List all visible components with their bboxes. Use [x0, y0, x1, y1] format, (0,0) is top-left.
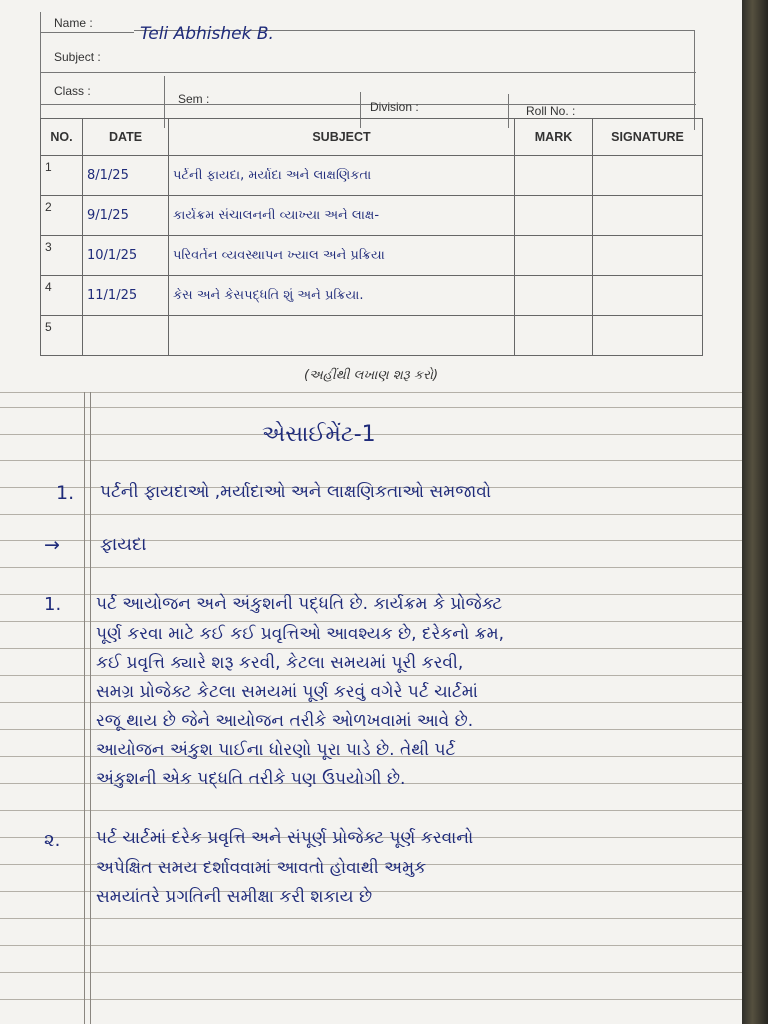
col-header-subject: SUBJECT — [169, 119, 515, 156]
row-signature — [593, 316, 703, 356]
row-subject-text: કાર્યક્રમ સંચાલનની વ્યાખ્યા અને લાક્ષ- — [173, 208, 380, 223]
sem-label: Sem : — [178, 92, 210, 106]
row-mark — [515, 236, 593, 276]
paragraph-line: પૂર્ણ કરવા માટે કઈ કઈ પ્રવૃત્તિઓ આવશ્યક છે, દરેકનો ક્રમ, — [96, 624, 505, 644]
row-no: 5 — [41, 316, 83, 356]
row-no: 2 — [41, 196, 83, 236]
row-date — [83, 196, 169, 236]
student-info-header — [40, 12, 696, 128]
name-value: Teli Abhishek B. — [140, 24, 274, 44]
col-header-mark: MARK — [515, 119, 593, 156]
ruled-line — [0, 460, 742, 461]
divider — [40, 72, 696, 73]
ruled-line — [0, 918, 742, 919]
arrow-icon: → — [44, 534, 60, 556]
row-date — [83, 276, 169, 316]
margin-line — [90, 392, 91, 1024]
class-label: Class : — [54, 84, 91, 98]
row-signature — [593, 156, 703, 196]
paragraph-line: અપેક્ષિત સમય દર્શાવવામાં આવતો હોવાથી અમુક — [96, 858, 427, 878]
division-label: Division : — [370, 100, 419, 114]
ruled-line — [0, 999, 742, 1000]
row-date — [83, 236, 169, 276]
paragraph-line: સમયાંતરે પ્રગતિની સમીક્ષા કરી શકાય છે — [96, 887, 373, 907]
col-header-date: DATE — [83, 119, 169, 156]
table-row — [41, 276, 703, 316]
row-subject — [169, 236, 515, 276]
ruled-line — [0, 945, 742, 946]
row-date-text: 11/1/25 — [87, 288, 138, 303]
ruled-line — [0, 392, 742, 393]
ruled-line — [0, 567, 742, 568]
divider — [694, 30, 695, 130]
paragraph-line: પર્ટ ચાર્ટમાં દરેક પ્રવૃત્તિ અને સંપૂર્ણ પ્રોજેક્ટ પૂર્ણ કરવાનો — [96, 828, 474, 848]
row-subject-text: કેસ અને કેસપદ્ધતિ શું અને પ્રક્રિયા. — [173, 288, 364, 303]
paragraph-line: આયોજન અંકુશ પાઈના ધોરણો પૂરા પાડે છે. તેથી પર્ટ — [96, 740, 456, 760]
row-date-text: 10/1/25 — [87, 248, 138, 263]
table-row — [41, 316, 703, 356]
divider — [40, 104, 696, 105]
row-mark — [515, 156, 593, 196]
row-subject-text: પર્ટની ફાયદા, મર્યાદા અને લાક્ષણિકતા — [173, 168, 372, 183]
roll-no-label: Roll No. : — [526, 104, 576, 118]
paragraph-line: સમગ્ર પ્રોજેક્ટ કેટલા સમયમાં પૂર્ણ કરવું વગેરે પર્ટ ચાર્ટમાં — [96, 682, 478, 702]
point-number: ૨. — [44, 830, 61, 851]
ruled-line — [0, 972, 742, 973]
margin-line — [84, 392, 85, 1024]
row-date — [83, 156, 169, 196]
col-header-no: NO. — [41, 119, 83, 156]
table-row — [41, 156, 703, 196]
assignment-title: એસાઈમેંટ-1 — [262, 422, 376, 447]
row-date — [83, 316, 169, 356]
row-date-text: 9/1/25 — [87, 208, 129, 223]
table-row — [41, 196, 703, 236]
ruled-line — [0, 407, 742, 408]
row-no: 4 — [41, 276, 83, 316]
row-signature — [593, 276, 703, 316]
row-subject — [169, 316, 515, 356]
paragraph-line: પર્ટ આયોજન અને અંકુશની પદ્ધતિ છે. કાર્યક્રમ કે પ્રોજેક્ટ — [96, 594, 503, 614]
row-subject-text: પરિવર્તન વ્યવસ્થાપન ખ્યાલ અને પ્રક્રિયા — [173, 248, 385, 263]
row-no: 3 — [41, 236, 83, 276]
table-header-row — [41, 119, 703, 156]
row-subject — [169, 276, 515, 316]
section-heading: ફાયદા — [100, 534, 147, 555]
question-text: પર્ટની ફાયદાઓ ,મર્યાદાઓ અને લાક્ષણિકતાઓ સમજાવો — [100, 482, 492, 502]
paragraph-line: કઈ પ્રવૃત્તિ ક્યારે શરૂ કરવી, કેટલા સમયમાં પૂરી કરવી, — [96, 653, 464, 673]
divider — [40, 32, 134, 33]
row-date-text: 8/1/25 — [87, 168, 129, 183]
divider — [40, 12, 41, 128]
table-row — [41, 236, 703, 276]
row-subject — [169, 156, 515, 196]
name-label: Name : — [54, 16, 93, 30]
paragraph-line: રજૂ થાય છે જેને આયોજન તરીકે ઓળખવામાં આવે છે. — [96, 711, 474, 731]
ruled-line — [0, 514, 742, 515]
question-number: 1. — [56, 482, 75, 504]
row-signature — [593, 236, 703, 276]
col-header-signature: SIGNATURE — [593, 119, 703, 156]
row-subject — [169, 196, 515, 236]
background-surface — [742, 0, 768, 1024]
subject-label: Subject : — [54, 50, 101, 64]
row-mark — [515, 276, 593, 316]
assignment-record-table — [40, 118, 703, 356]
paragraph-line: અંકુશની એક પદ્ધતિ તરીકે પણ ઉપયોગી છે. — [96, 769, 406, 789]
point-paragraph — [96, 594, 736, 798]
point-number: 1. — [44, 594, 62, 615]
row-mark — [515, 316, 593, 356]
ruled-line — [0, 810, 742, 811]
row-mark — [515, 196, 593, 236]
start-writing-note: (અહીંથી લખાણ શરૂ કરો) — [303, 368, 439, 383]
row-no: 1 — [41, 156, 83, 196]
row-signature — [593, 196, 703, 236]
point-paragraph — [96, 828, 736, 916]
